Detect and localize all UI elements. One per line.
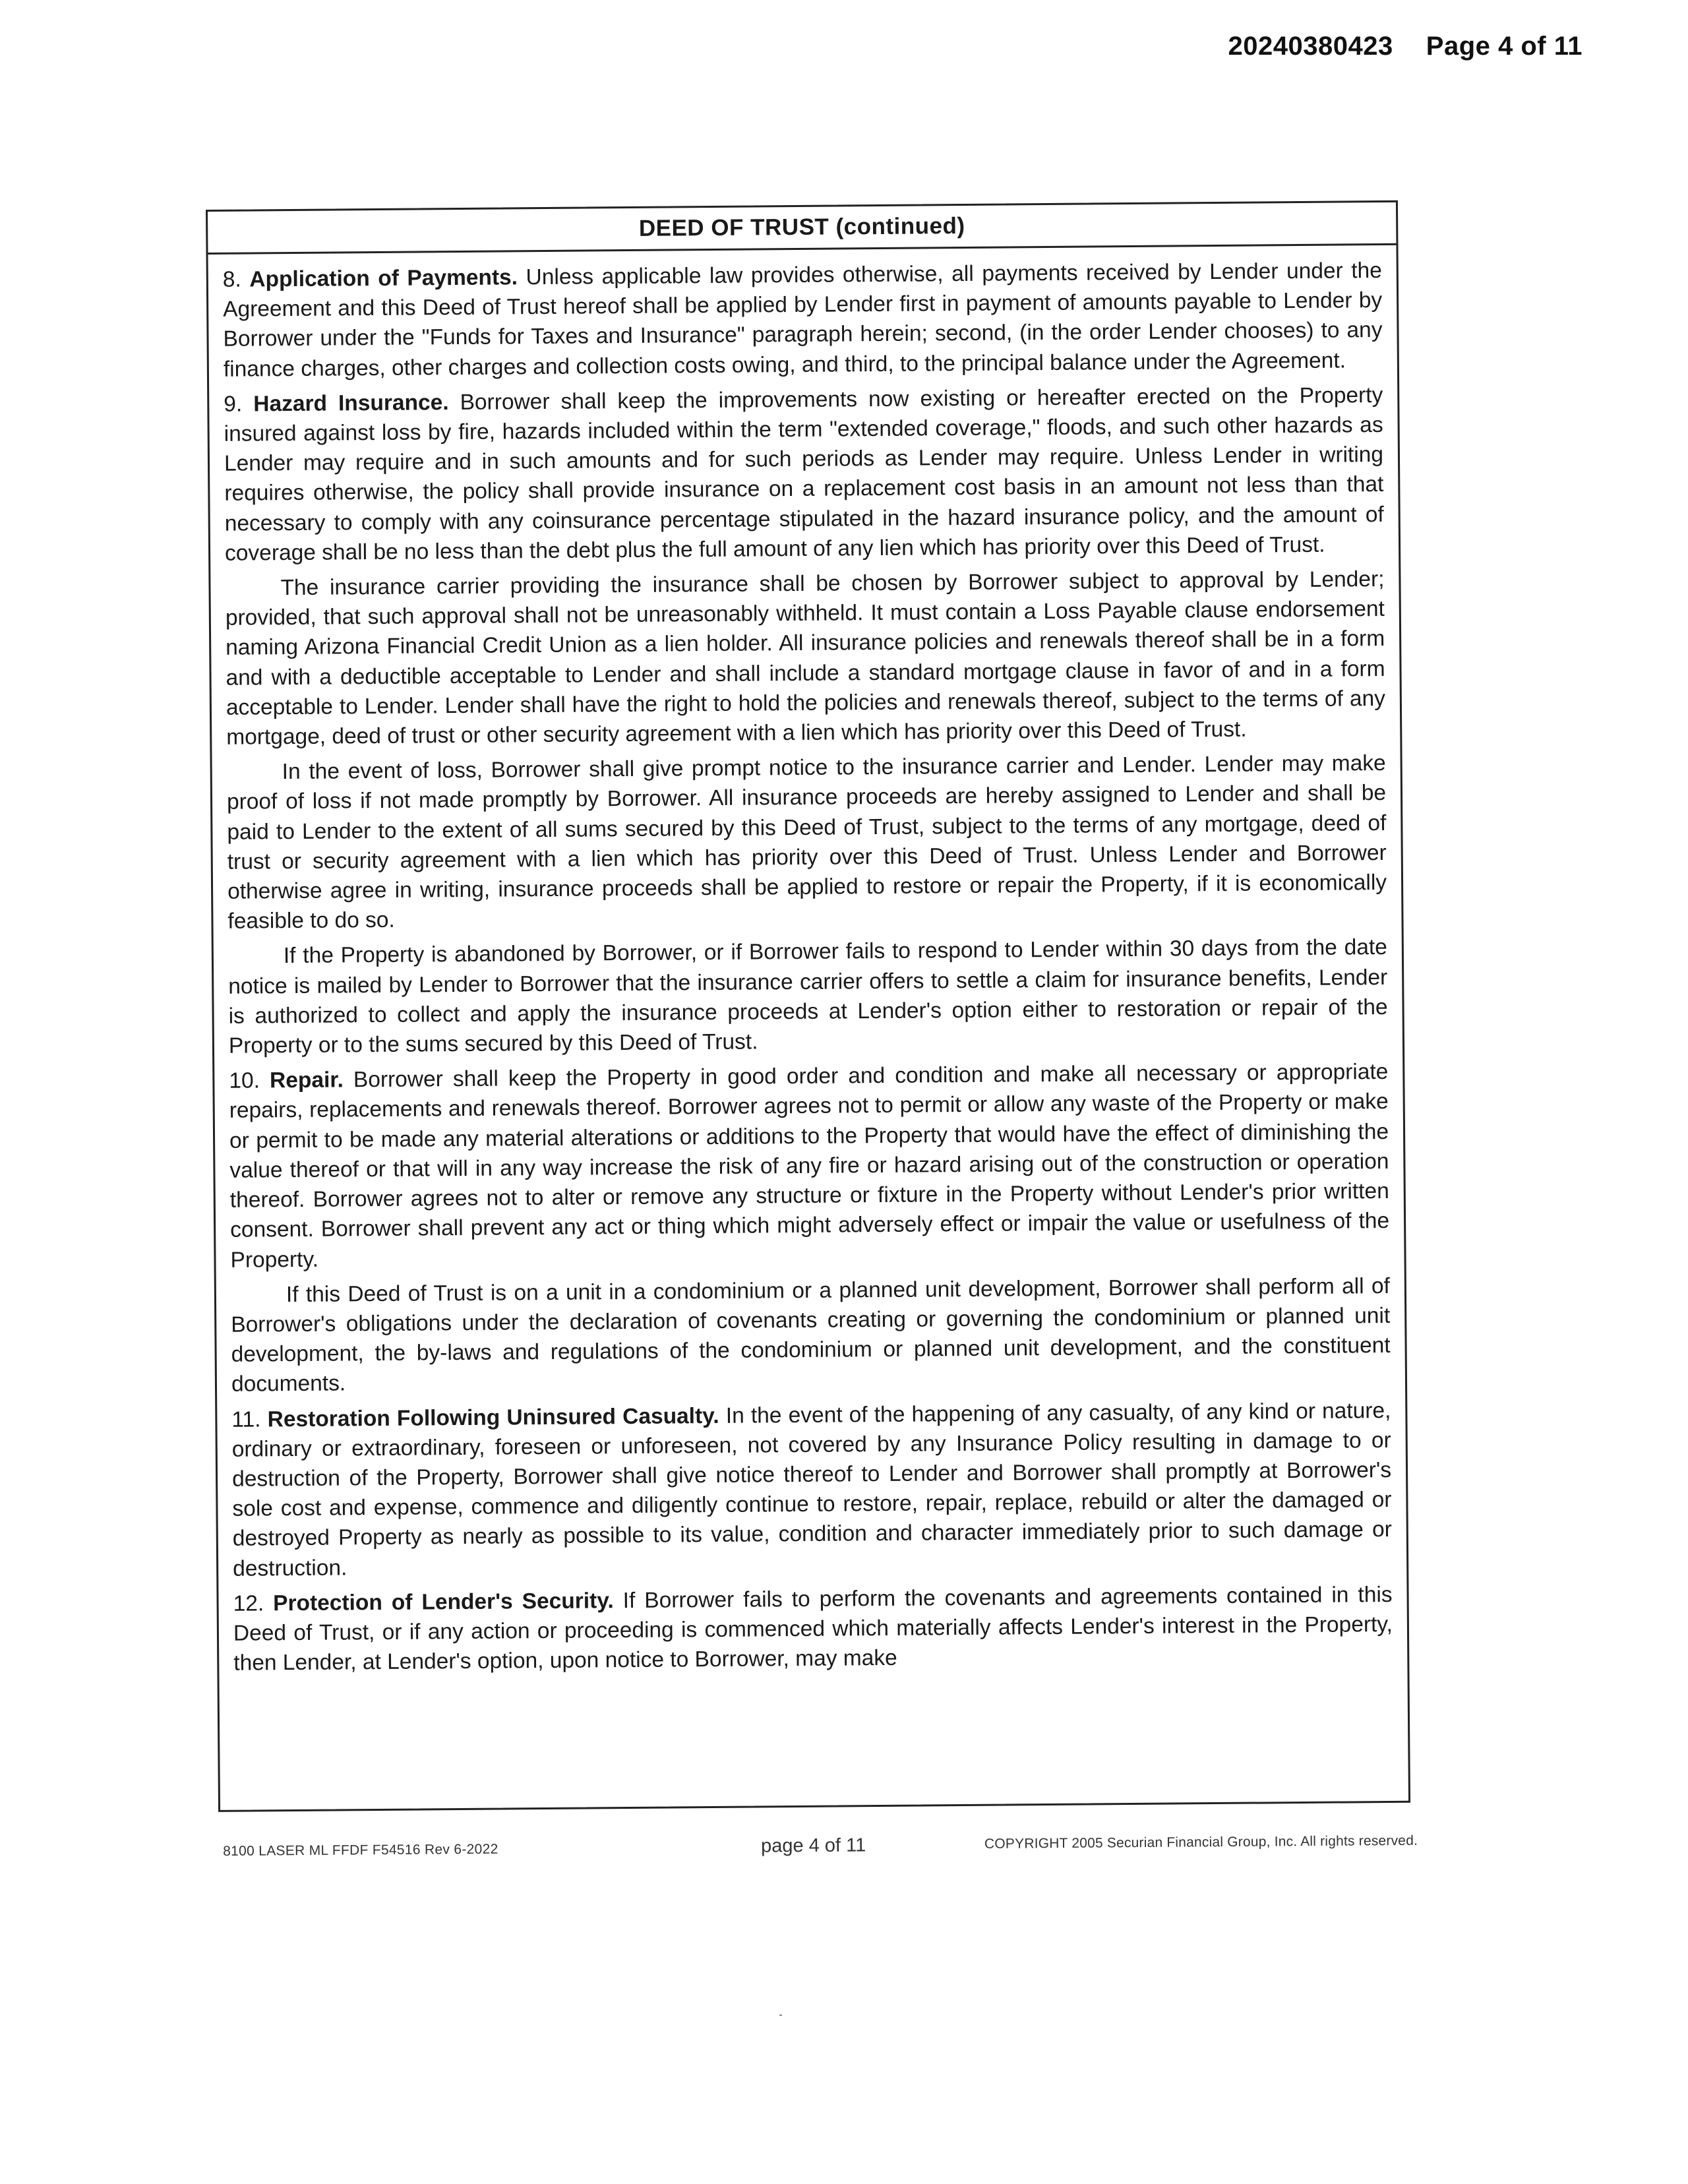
document-number: 20240380423 bbox=[1228, 32, 1393, 61]
section-title: Restoration Following Uninsured Casualty. bbox=[267, 1403, 719, 1432]
section-number: 9. bbox=[224, 392, 243, 417]
section-9 bbox=[224, 380, 1384, 568]
section-paragraph: In the event of loss, Borrower shall give prompt notice to the insurance carrier and Lender. Lender may make proof of loss if not made promptly by Borrower. All insurance proceeds are hereby assigned to Lender and shall be paid to Lender to the extent of all sums secured by this Deed of Trust, subject to the terms of any mortgage, deed of trust or security agreement with a lien which has priority over this Deed of Trust. Unless Lender and Borrower otherwise agree in writing, insurance proceeds shall be applied to restore or repair the Property, if it is economically feasible to do so. bbox=[226, 751, 1387, 934]
section-8 bbox=[223, 256, 1383, 384]
document-frame bbox=[206, 200, 1410, 1812]
section-12 bbox=[233, 1580, 1393, 1678]
document-title: DEED OF TRUST (continued) bbox=[208, 202, 1396, 255]
section-text: In the event of the happening of any casualty, of any kind or nature, ordinary or extraordinary, foreseen or unforeseen, not covered by any Insurance Policy resulting in damage to or destruction of the Property, Borrower shall give notice thereof to Lender and Borrower shall promptly at Borrower's sole cost and expense, commence and diligently continue to restore, repair, replace, rebuild or alter the damaged or destroyed Property as nearly as possible to its value, condition and character immediately prior to such damage or destruction. bbox=[231, 1398, 1392, 1581]
footer-page-label: page 4 of 11 bbox=[760, 1835, 866, 1857]
page-footer bbox=[223, 1831, 1418, 1859]
document-body bbox=[208, 245, 1408, 1678]
section-number: 12. bbox=[233, 1591, 264, 1616]
section-number: 8. bbox=[222, 267, 241, 292]
section-number: 10. bbox=[229, 1068, 260, 1094]
section-paragraph: If the Property is abandoned by Borrower, or if Borrower fails to respond to Lender within 30 days from the date notice is mailed by Lender to Borrower that the insurance carrier offers to settle a claim for insurance benefits, Lender is authorized to collect and apply the insurance proceeds at Lender's option either to restoration or repair of the Property or to the sums secured by this Deed of Trust. bbox=[228, 935, 1388, 1058]
section-11 bbox=[231, 1395, 1392, 1583]
section-paragraph: If this Deed of Trust is on a unit in a condominium or a planned unit development, Borrower shall perform all of Borrower's obligations under the declaration of covenants creating or governing the condominium or planned unit development, the by-laws and regulations of the condominium or planned unit development, and the constituent documents. bbox=[231, 1273, 1391, 1397]
section-text: Borrower shall keep the improvements now existing or hereafter erected on the Property insured against loss by fire, hazards included within the term "extended coverage," floods, and such other hazards as Lender may require and in such amounts and for such periods as Lender may require. Unless Lender in writing requires otherwise, the policy shall provide insurance on a replacement cost basis in an amount not less than that necessary to comply with any coinsurance percentage stipulated in the hazard insurance policy, and the amount of coverage shall be no less than the debt plus the full amount of any lien which has priority over this Deed of Trust. bbox=[224, 382, 1384, 566]
section-title: Application of Payments. bbox=[249, 265, 518, 292]
page-indicator: Page 4 of 11 bbox=[1426, 32, 1582, 61]
copyright-notice: COPYRIGHT 2005 Securian Financial Group, Inc. All rights reserved. bbox=[984, 1833, 1418, 1852]
section-text: If Borrower fails to perform the covenants and agreements contained in this Deed of Trust, or if any action or proceeding is commenced which materially affects Lender's interest in the Property, then Lender, at Lender's option, upon notice to Borrower, may make bbox=[233, 1582, 1393, 1676]
section-paragraph: The insurance carrier providing the insurance shall be chosen by Borrower subject to approval by Lender; provided, that such approval shall not be unreasonably withheld. It must contain a Loss Payable clause endorsement naming Arizona Financial Credit Union as a lien holder. All insurance policies and renewals thereof shall be in a form and with a deductible acceptable to Lender and shall include a standard mortgage clause in favor of and in a form acceptable to Lender. Lender shall have the right to hold the policies and renewals thereof, subject to the terms of any mortgage, deed of trust or other security agreement with a lien which has priority over this Deed of Trust. bbox=[225, 567, 1386, 750]
section-10 bbox=[229, 1057, 1389, 1275]
scan-artifact bbox=[779, 2015, 782, 2016]
page-header bbox=[1228, 32, 1582, 61]
section-text: Unless applicable law provides otherwise, all payments received by Lender under the Agreement and this Deed of Trust hereof shall be applied by Lender first in payment of amounts payable to Lender by Borrower under the "Funds for Taxes and Insurance" paragraph herein; second, (in the order Lender chooses) to any finance charges, other charges and collection costs owing, and third, to the principal balance under the Agreement. bbox=[223, 258, 1383, 382]
section-number: 11. bbox=[231, 1407, 261, 1432]
section-title: Protection of Lender's Security. bbox=[273, 1588, 614, 1616]
section-title: Hazard Insurance. bbox=[253, 390, 449, 417]
section-title: Repair. bbox=[269, 1068, 344, 1093]
form-id: 8100 LASER ML FFDF F54516 Rev 6-2022 bbox=[223, 1841, 498, 1859]
section-text: Borrower shall keep the Property in good order and condition and make all necessary or appropriate repairs, replacements and renewals thereof. Borrower agrees not to permit or allow any waste of the Property or make or permit to be made any material alterations or additions to the Property that would have the effect of diminishing the value thereof or that will in any way increase the risk of any fire or hazard arising out of the construction or operation thereof. Borrower agrees not to alter or remove any structure or fixture in the Property without Lender's prior written consent. Borrower shall prevent any act or thing which might adversely effect or impair the value or usefulness of the Property. bbox=[229, 1060, 1390, 1273]
